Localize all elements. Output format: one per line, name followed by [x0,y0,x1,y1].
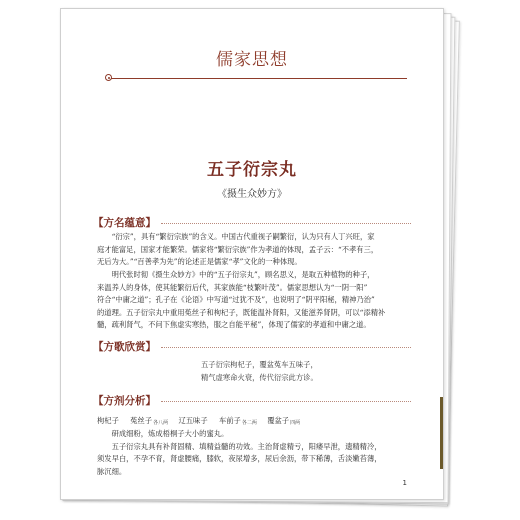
text-line: 须发早白，不孕不育，肾虚腰痛，膝软，夜尿增多，尿后余沥，带下稀薄，舌淡嫩苔薄， [97,454,382,464]
text-line: 来温养人的身体，使其能繁衍后代，其家族能“枝繁叶茂”。儒家思想认为“一阴一阳” [97,282,368,292]
text-line: 脉沉细。 [97,466,127,476]
text-line: 髓，疏利肾气，不问下焦虚实寒热，服之自能平秘”，体现了儒家的孝道和中庸之道。 [97,320,371,330]
verse-line: 五子衍宗枸杞子，覆盆菟车五味子， [201,360,318,369]
section-heading-verse: 【方歌欣赏】 [93,341,156,353]
paragraph-meaning-2 [97,269,409,332]
text-line: 明代张时彻《摄生众妙方》中的“五子衍宗丸”，顾名思义，是取五种植物的种子， [97,270,375,279]
verse-line: 精气虚寒命火衰，传代衍宗此方诊。 [201,373,318,382]
section-divider [161,401,411,402]
herb-item: 辽五味子 [178,416,208,425]
paragraph-analysis [97,428,409,478]
section-divider [161,347,411,348]
herb-item: 菟丝子各八两 [130,416,169,426]
text-line: 的道理。五子衍宗丸中重用菟丝子和枸杞子，既能温补肾阳，又能滋养肾阴，可以“添精补 [97,307,386,317]
text-line: 无后为大。”“百善孝为先”的论述正是儒家“孝”文化的一种体现。 [97,257,302,267]
paragraph-meaning-1 [97,231,409,269]
herb-item: 覆盆子四两 [267,416,301,426]
section-heading-analysis: 【方剂分析】 [93,395,156,407]
book-page [60,8,444,500]
verse-block [201,358,318,384]
herb-item: 车前子各二两 [218,416,257,426]
chapter-header: 儒家思想 [216,50,288,70]
text-line: 五子衍宗丸具有补肾固精、填精益髓的功效。主治肾虚精亏，阳痿早泄，遗精精冷， [97,441,382,451]
article-title: 五子衍宗丸 [207,160,297,180]
page-edge-tab [440,397,443,469]
header-divider [111,78,407,79]
text-line: 研成细粉，炼成梧桐子大小的蜜丸。 [97,429,229,438]
herb-item: 枸杞子 [97,416,119,425]
article-source: 《摄生众妙方》 [217,189,287,200]
section-divider [161,223,411,224]
section-heading-meaning: 【方名蕴意】 [93,217,156,229]
text-line: 符合“中庸之道”；孔子在《论语》中写道“过犹不及”，也说明了“阴平阳秘，精神乃治” [97,295,375,305]
page-number: 1 [402,479,407,487]
herb-list [97,416,308,426]
text-line: “衍宗”，具有“繁衍宗族”的含义。中国古代重视子嗣繁衍，认为只有人丁兴旺，家 [97,232,375,241]
text-line: 庭才能富足，国家才能繁荣。儒家将“繁衍宗族”作为孝道的体现，孟子云：“不孝有三， [97,244,379,254]
